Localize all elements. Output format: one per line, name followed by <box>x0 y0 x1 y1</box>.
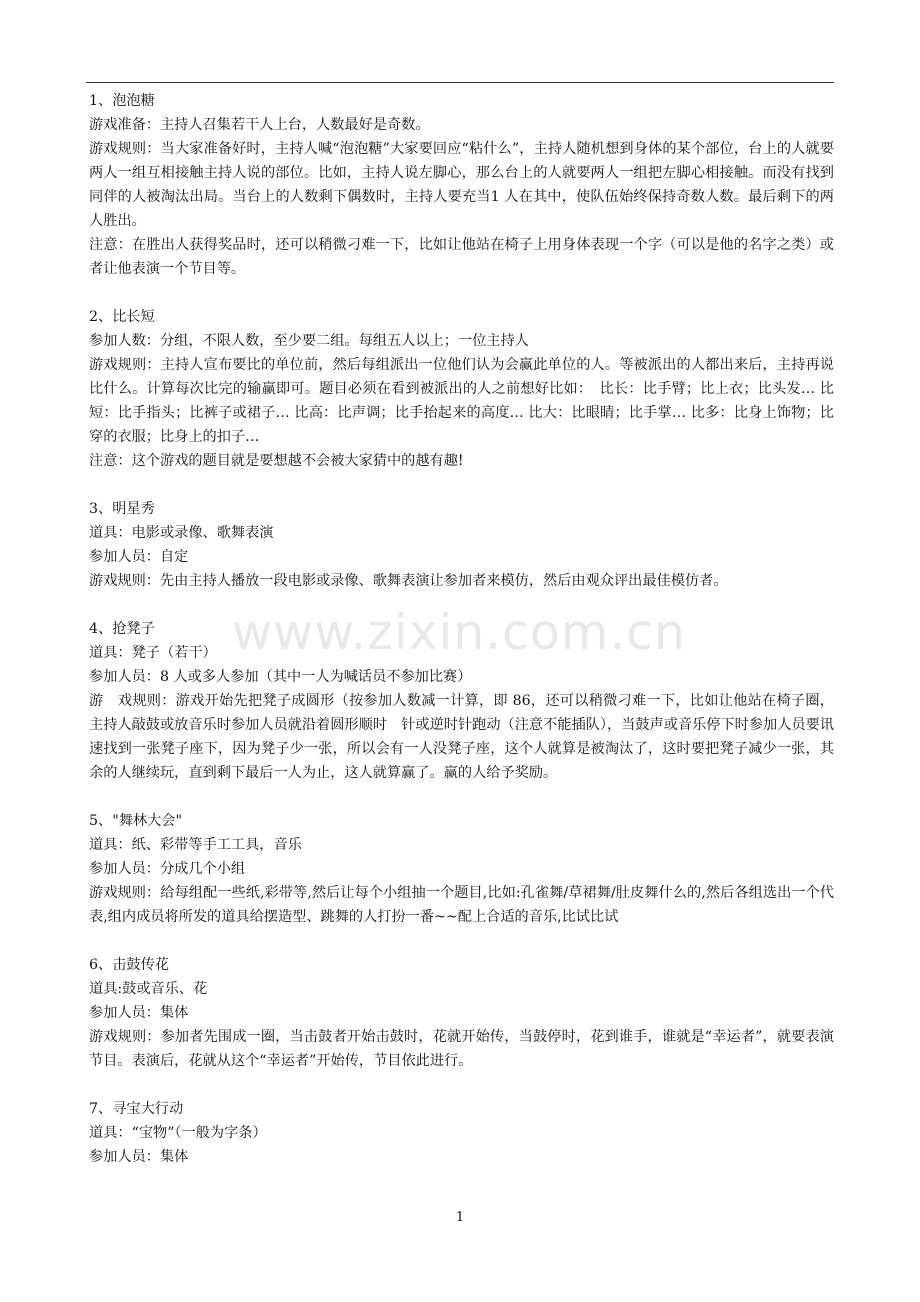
section-paragraph: 游戏规则：当大家准备好时，主持人喊“泡泡糖”大家要回应“粘什么”，主持人随机想到身体的某个部位，台上的人就要两人一组互相接触主持人说的部位。比如，主持人说左脚心，那么台上的人就要两人一组把左脚心相接触。而没有找到同伴的人被淘汰出局。当台上的人数剩下偶数时，主持人要充当1 人在其中，使队伍始终保持奇数人数。最后剩下的两人胜出。 <box>89 141 834 229</box>
section-paragraph: 参加人员：集体 <box>89 1149 189 1165</box>
section-title: 5、"舞林大会" <box>89 813 183 829</box>
section-paragraph: 参加人员：分成几个小组 <box>89 861 246 877</box>
game-section-3 <box>89 497 834 593</box>
section-paragraph: 参加人数：分组，不限人数，至少要二组。每组五人以上；一位主持人 <box>89 333 529 349</box>
game-section-4 <box>89 617 834 785</box>
section-paragraph: 游戏规则：先由主持人播放一段电影或录像、歌舞表演让参加者来模仿，然后由观众评出最佳模仿者。 <box>89 573 728 589</box>
section-paragraph: 游戏规则：参加者先围成一圈，当击鼓者开始击鼓时，花就开始传，当鼓停时，花到谁手，谁就是“幸运者”，就要表演节目。表演后，花就从这个“幸运者”开始传，节目依此进行。 <box>89 1029 834 1069</box>
section-paragraph: 参加人员：自定 <box>89 549 189 565</box>
section-paragraph: 游戏规则：主持人宣布要比的单位前，然后每组派出一位他们认为会赢此单位的人。等被派出的人都出来后，主持再说比什么。计算每次比完的输赢即可。题目必须在看到被派出的人之前想好比如： 比长：比手臂；比上衣；比头发… 比短：比手指头；比裤子或裙子… 比高：比声调；比手抬起来的高度… 比大：比眼睛；比手掌… 比多：比身上饰物；比穿的衣服；比身上的扣子… <box>89 357 834 445</box>
game-section-5 <box>89 809 834 929</box>
section-title: 1、泡泡糖 <box>89 93 155 109</box>
game-section-6 <box>89 953 834 1073</box>
section-title: 6、击鼓传花 <box>89 957 169 973</box>
section-paragraph: 道具:鼓或音乐、花 <box>89 981 208 997</box>
section-paragraph: 游 戏规则：游戏开始先把凳子成圆形（按参加人数减一计算，即 86，还可以稍微刁难一下，比如让他站在椅子圈，主持人敲鼓或放音乐时参加人员就沿着圆形顺时 针或逆时针跑动（注意不能插队），当鼓声或音乐停下时参加人员要讯速找到一张凳子座下，因为凳子少一张，所以会有一人没凳子座，这个人就算是被淘汰了，这时要把凳子减少一张，其余的人继续玩，直到剩下最后一人为止，这人就算赢了。赢的人给予奖励。 <box>89 693 834 781</box>
section-paragraph: 参加人员：集体 <box>89 1005 189 1021</box>
watermark-text: www.zixin.com.cn <box>232 604 687 661</box>
game-section-7 <box>89 1097 834 1169</box>
section-title: 4、抢凳子 <box>89 621 155 637</box>
section-title: 3、明星秀 <box>89 501 155 517</box>
header-rule <box>86 82 834 83</box>
document-body <box>89 89 834 1193</box>
section-paragraph: 参加人员：8 人或多人参加（其中一人为喊话员不参加比赛） <box>89 669 472 685</box>
page-number: 1 <box>455 1210 465 1225</box>
section-paragraph: 注意：在胜出人获得奖品时，还可以稍微刁难一下，比如让他站在椅子上用身体表现一个字（可以是他的名字之类）或者让他表演一个节目等。 <box>89 237 834 277</box>
section-paragraph: 道具：凳子（若干） <box>89 645 217 661</box>
section-paragraph: 注意：这个游戏的题目就是要想越不会被大家猜中的越有趣! <box>89 453 464 469</box>
section-paragraph: 道具：纸、彩带等手工工具，音乐 <box>89 837 302 853</box>
section-paragraph: 游戏准备：主持人召集若干人上台，人数最好是奇数。 <box>89 117 430 133</box>
section-title: 2、比长短 <box>89 309 155 325</box>
section-paragraph: 游戏规则：给每组配一些纸,彩带等,然后让每个小组抽一个题目,比如:孔雀舞/草裙舞/肚皮舞什么的,然后各组选出一个代表,组内成员将所发的道具给摆造型、跳舞的人打扮一番~~配上合适的音乐,比试比试 <box>89 885 834 925</box>
section-paragraph: 道具：电影或录像、歌舞表演 <box>89 525 274 541</box>
game-section-2 <box>89 305 834 473</box>
section-paragraph: 道具：“宝物”（一般为字条） <box>89 1125 267 1141</box>
game-section-1 <box>89 89 834 281</box>
section-title: 7、寻宝大行动 <box>89 1101 184 1117</box>
